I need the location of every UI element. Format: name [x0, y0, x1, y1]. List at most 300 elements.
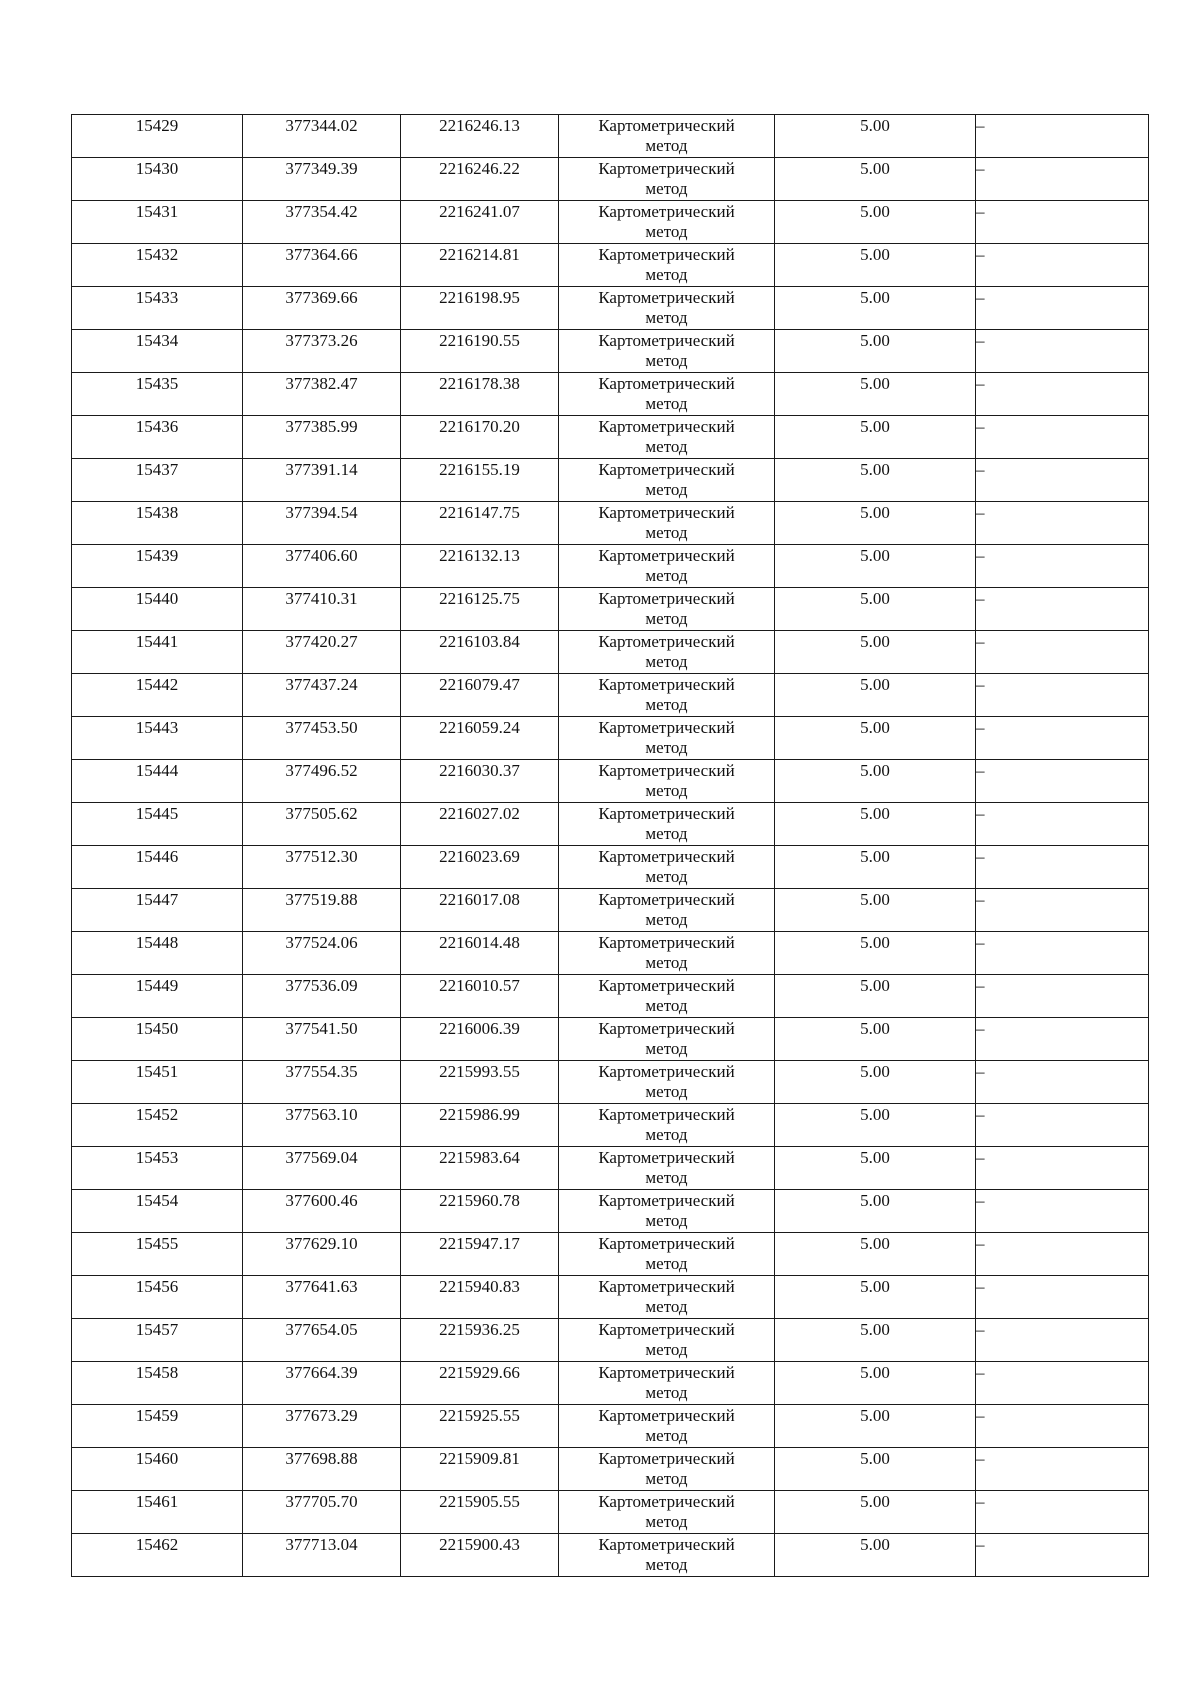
accuracy-cell	[775, 330, 976, 373]
table-row	[72, 201, 1149, 244]
point-number-cell	[72, 1147, 243, 1190]
description-cell-text: –	[976, 1062, 985, 1081]
point-number-cell-text: 15456	[135, 1277, 179, 1296]
point-number-cell	[72, 846, 243, 889]
point-number-cell	[72, 1534, 243, 1577]
point-number-cell	[72, 373, 243, 416]
accuracy-cell-text: 5.00	[860, 1320, 890, 1339]
description-cell	[976, 1491, 1149, 1534]
description-cell	[976, 1190, 1149, 1233]
accuracy-cell-text: 5.00	[860, 1363, 890, 1382]
method-line-1: Картометрический	[598, 202, 735, 221]
method-line-2: метод	[645, 265, 688, 284]
accuracy-cell	[775, 717, 976, 760]
y-coordinate-cell	[401, 545, 559, 588]
method-cell	[559, 287, 775, 330]
coordinates-table	[71, 114, 1149, 1577]
description-cell-text: –	[976, 804, 985, 823]
y-coordinate-cell-text: 2216030.37	[439, 761, 520, 780]
description-cell	[976, 1448, 1149, 1491]
x-coordinate-cell	[243, 1319, 401, 1362]
point-number-cell	[72, 502, 243, 545]
description-cell	[976, 502, 1149, 545]
x-coordinate-cell	[243, 1061, 401, 1104]
description-cell	[976, 717, 1149, 760]
method-cell	[559, 1534, 775, 1577]
method-line-1: Картометрический	[598, 1449, 735, 1468]
point-number-cell-text: 15437	[135, 460, 179, 479]
description-cell	[976, 932, 1149, 975]
accuracy-cell	[775, 674, 976, 717]
description-cell	[976, 1362, 1149, 1405]
table-row	[72, 244, 1149, 287]
x-coordinate-cell	[243, 158, 401, 201]
y-coordinate-cell-text: 2216198.95	[439, 288, 520, 307]
method-line-2: метод	[645, 1469, 688, 1488]
x-coordinate-cell	[243, 115, 401, 158]
point-number-cell-text: 15448	[135, 933, 179, 952]
x-coordinate-cell-text: 377698.88	[285, 1449, 358, 1468]
point-number-cell	[72, 1405, 243, 1448]
method-line-2: метод	[645, 1555, 688, 1574]
description-cell-text: –	[976, 1320, 985, 1339]
accuracy-cell-text: 5.00	[860, 331, 890, 350]
x-coordinate-cell-text: 377369.66	[285, 288, 358, 307]
method-line-2: метод	[645, 652, 688, 671]
description-cell	[976, 1018, 1149, 1061]
method-cell	[559, 1104, 775, 1147]
x-coordinate-cell	[243, 932, 401, 975]
accuracy-cell-text: 5.00	[860, 1535, 890, 1554]
point-number-cell	[72, 631, 243, 674]
y-coordinate-cell-text: 2216023.69	[439, 847, 520, 866]
x-coordinate-cell	[243, 846, 401, 889]
description-cell-text: –	[976, 1234, 985, 1253]
method-line-1: Картометрический	[598, 976, 735, 995]
x-coordinate-cell	[243, 1104, 401, 1147]
coordinates-table-body	[72, 115, 1149, 1577]
x-coordinate-cell-text: 377600.46	[285, 1191, 358, 1210]
y-coordinate-cell	[401, 373, 559, 416]
method-line-1: Картометрический	[598, 933, 735, 952]
point-number-cell	[72, 889, 243, 932]
method-line-2: метод	[645, 351, 688, 370]
method-line-2: метод	[645, 1039, 688, 1058]
y-coordinate-cell	[401, 158, 559, 201]
point-number-cell	[72, 158, 243, 201]
x-coordinate-cell-text: 377364.66	[285, 245, 358, 264]
y-coordinate-cell-text: 2215905.55	[439, 1492, 520, 1511]
description-cell	[976, 1319, 1149, 1362]
method-line-2: метод	[645, 1297, 688, 1316]
accuracy-cell-text: 5.00	[860, 1062, 890, 1081]
y-coordinate-cell	[401, 1147, 559, 1190]
accuracy-cell-text: 5.00	[860, 1191, 890, 1210]
y-coordinate-cell	[401, 1233, 559, 1276]
x-coordinate-cell	[243, 674, 401, 717]
accuracy-cell-text: 5.00	[860, 804, 890, 823]
method-line-2: метод	[645, 953, 688, 972]
method-line-2: метод	[645, 308, 688, 327]
description-cell-text: –	[976, 546, 985, 565]
description-cell-text: –	[976, 890, 985, 909]
accuracy-cell-text: 5.00	[860, 245, 890, 264]
description-cell	[976, 287, 1149, 330]
method-line-2: метод	[645, 1383, 688, 1402]
method-cell	[559, 158, 775, 201]
table-row	[72, 1190, 1149, 1233]
point-number-cell-text: 15436	[135, 417, 179, 436]
description-cell	[976, 674, 1149, 717]
description-cell-text: –	[976, 1449, 985, 1468]
accuracy-cell-text: 5.00	[860, 632, 890, 651]
description-cell	[976, 631, 1149, 674]
x-coordinate-cell-text: 377705.70	[285, 1492, 358, 1511]
point-number-cell-text: 15449	[135, 976, 179, 995]
method-line-1: Картометрический	[598, 288, 735, 307]
method-cell	[559, 201, 775, 244]
accuracy-cell-text: 5.00	[860, 202, 890, 221]
accuracy-cell	[775, 889, 976, 932]
accuracy-cell-text: 5.00	[860, 417, 890, 436]
method-line-2: метод	[645, 566, 688, 585]
accuracy-cell-text: 5.00	[860, 1019, 890, 1038]
method-line-2: метод	[645, 910, 688, 929]
method-line-1: Картометрический	[598, 503, 735, 522]
method-line-2: метод	[645, 1168, 688, 1187]
point-number-cell	[72, 1061, 243, 1104]
description-cell-text: –	[976, 116, 985, 135]
method-cell	[559, 1147, 775, 1190]
method-cell	[559, 545, 775, 588]
method-line-1: Картометрический	[598, 245, 735, 264]
y-coordinate-cell-text: 2216010.57	[439, 976, 520, 995]
point-number-cell-text: 15452	[135, 1105, 179, 1124]
method-line-2: метод	[645, 1082, 688, 1101]
description-cell-text: –	[976, 245, 985, 264]
x-coordinate-cell-text: 377541.50	[285, 1019, 358, 1038]
point-number-cell	[72, 1276, 243, 1319]
method-line-1: Картометрический	[598, 159, 735, 178]
x-coordinate-cell-text: 377410.31	[285, 589, 358, 608]
method-cell	[559, 1233, 775, 1276]
table-row	[72, 287, 1149, 330]
y-coordinate-cell-text: 2216027.02	[439, 804, 520, 823]
accuracy-cell	[775, 1276, 976, 1319]
description-cell	[976, 201, 1149, 244]
description-cell-text: –	[976, 1148, 985, 1167]
method-line-1: Картометрический	[598, 417, 735, 436]
description-cell-text: –	[976, 460, 985, 479]
method-line-1: Картометрический	[598, 1062, 735, 1081]
description-cell-text: –	[976, 1105, 985, 1124]
method-cell	[559, 330, 775, 373]
accuracy-cell-text: 5.00	[860, 546, 890, 565]
description-cell-text: –	[976, 1492, 985, 1511]
table-row	[72, 1491, 1149, 1534]
method-line-1: Картометрический	[598, 675, 735, 694]
accuracy-cell-text: 5.00	[860, 288, 890, 307]
table-row	[72, 545, 1149, 588]
x-coordinate-cell-text: 377496.52	[285, 761, 358, 780]
accuracy-cell	[775, 502, 976, 545]
point-number-cell	[72, 244, 243, 287]
point-number-cell	[72, 115, 243, 158]
description-cell	[976, 1276, 1149, 1319]
table-row	[72, 932, 1149, 975]
x-coordinate-cell	[243, 1276, 401, 1319]
table-row	[72, 1233, 1149, 1276]
description-cell-text: –	[976, 331, 985, 350]
method-line-2: метод	[645, 1211, 688, 1230]
method-line-1: Картометрический	[598, 1320, 735, 1339]
x-coordinate-cell-text: 377391.14	[285, 460, 358, 479]
table-row	[72, 975, 1149, 1018]
point-number-cell	[72, 1362, 243, 1405]
table-row	[72, 631, 1149, 674]
description-cell-text: –	[976, 847, 985, 866]
method-line-2: метод	[645, 437, 688, 456]
point-number-cell-text: 15453	[135, 1148, 179, 1167]
y-coordinate-cell-text: 2216059.24	[439, 718, 520, 737]
method-line-1: Картометрический	[598, 718, 735, 737]
x-coordinate-cell	[243, 760, 401, 803]
method-line-1: Картометрический	[598, 331, 735, 350]
point-number-cell-text: 15450	[135, 1019, 179, 1038]
table-row	[72, 330, 1149, 373]
point-number-cell-text: 15442	[135, 675, 179, 694]
x-coordinate-cell-text: 377453.50	[285, 718, 358, 737]
x-coordinate-cell	[243, 330, 401, 373]
x-coordinate-cell-text: 377373.26	[285, 331, 358, 350]
accuracy-cell	[775, 975, 976, 1018]
y-coordinate-cell	[401, 1276, 559, 1319]
y-coordinate-cell	[401, 459, 559, 502]
x-coordinate-cell-text: 377563.10	[285, 1105, 358, 1124]
accuracy-cell	[775, 1018, 976, 1061]
x-coordinate-cell	[243, 502, 401, 545]
y-coordinate-cell	[401, 330, 559, 373]
point-number-cell-text: 15434	[135, 331, 179, 350]
y-coordinate-cell	[401, 760, 559, 803]
x-coordinate-cell	[243, 1362, 401, 1405]
x-coordinate-cell-text: 377554.35	[285, 1062, 358, 1081]
y-coordinate-cell	[401, 588, 559, 631]
accuracy-cell-text: 5.00	[860, 1105, 890, 1124]
accuracy-cell	[775, 115, 976, 158]
description-cell	[976, 760, 1149, 803]
accuracy-cell-text: 5.00	[860, 460, 890, 479]
accuracy-cell	[775, 1534, 976, 1577]
method-cell	[559, 889, 775, 932]
x-coordinate-cell-text: 377673.29	[285, 1406, 358, 1425]
accuracy-cell-text: 5.00	[860, 890, 890, 909]
method-cell	[559, 115, 775, 158]
x-coordinate-cell-text: 377641.63	[285, 1277, 358, 1296]
y-coordinate-cell	[401, 674, 559, 717]
y-coordinate-cell-text: 2216006.39	[439, 1019, 520, 1038]
y-coordinate-cell	[401, 502, 559, 545]
point-number-cell-text: 15458	[135, 1363, 179, 1382]
method-cell	[559, 1018, 775, 1061]
point-number-cell-text: 15432	[135, 245, 179, 264]
point-number-cell	[72, 760, 243, 803]
x-coordinate-cell-text: 377437.24	[285, 675, 358, 694]
y-coordinate-cell-text: 2215983.64	[439, 1148, 520, 1167]
table-row	[72, 717, 1149, 760]
y-coordinate-cell	[401, 1190, 559, 1233]
y-coordinate-cell-text: 2215993.55	[439, 1062, 520, 1081]
point-number-cell	[72, 201, 243, 244]
method-line-1: Картометрический	[598, 1277, 735, 1296]
accuracy-cell	[775, 373, 976, 416]
table-row	[72, 416, 1149, 459]
accuracy-cell	[775, 459, 976, 502]
accuracy-cell-text: 5.00	[860, 374, 890, 393]
accuracy-cell-text: 5.00	[860, 1277, 890, 1296]
point-number-cell-text: 15431	[135, 202, 179, 221]
x-coordinate-cell-text: 377349.39	[285, 159, 358, 178]
description-cell	[976, 416, 1149, 459]
y-coordinate-cell	[401, 1104, 559, 1147]
description-cell-text: –	[976, 1535, 985, 1554]
description-cell	[976, 1061, 1149, 1104]
table-row	[72, 502, 1149, 545]
method-line-1: Картометрический	[598, 1492, 735, 1511]
accuracy-cell-text: 5.00	[860, 116, 890, 135]
x-coordinate-cell	[243, 373, 401, 416]
method-line-1: Картометрический	[598, 804, 735, 823]
y-coordinate-cell-text: 2216014.48	[439, 933, 520, 952]
description-cell	[976, 373, 1149, 416]
description-cell	[976, 1147, 1149, 1190]
description-cell	[976, 1534, 1149, 1577]
y-coordinate-cell-text: 2216017.08	[439, 890, 520, 909]
method-line-1: Картометрический	[598, 1406, 735, 1425]
accuracy-cell	[775, 1405, 976, 1448]
y-coordinate-cell-text: 2216241.07	[439, 202, 520, 221]
x-coordinate-cell-text: 377394.54	[285, 503, 358, 522]
accuracy-cell-text: 5.00	[860, 761, 890, 780]
x-coordinate-cell	[243, 287, 401, 330]
x-coordinate-cell	[243, 416, 401, 459]
point-number-cell	[72, 330, 243, 373]
method-line-1: Картометрический	[598, 1105, 735, 1124]
description-cell-text: –	[976, 675, 985, 694]
description-cell	[976, 330, 1149, 373]
y-coordinate-cell-text: 2216079.47	[439, 675, 520, 694]
table-row	[72, 158, 1149, 201]
y-coordinate-cell	[401, 1362, 559, 1405]
description-cell-text: –	[976, 589, 985, 608]
method-line-1: Картометрический	[598, 1234, 735, 1253]
point-number-cell	[72, 803, 243, 846]
table-row	[72, 1319, 1149, 1362]
accuracy-cell-text: 5.00	[860, 1234, 890, 1253]
y-coordinate-cell	[401, 1405, 559, 1448]
y-coordinate-cell	[401, 932, 559, 975]
x-coordinate-cell	[243, 1147, 401, 1190]
accuracy-cell	[775, 588, 976, 631]
description-cell-text: –	[976, 417, 985, 436]
method-line-1: Картометрический	[598, 632, 735, 651]
x-coordinate-cell	[243, 717, 401, 760]
y-coordinate-cell	[401, 201, 559, 244]
y-coordinate-cell-text: 2216147.75	[439, 503, 520, 522]
accuracy-cell	[775, 1362, 976, 1405]
accuracy-cell	[775, 201, 976, 244]
x-coordinate-cell	[243, 1448, 401, 1491]
accuracy-cell	[775, 1233, 976, 1276]
point-number-cell	[72, 1491, 243, 1534]
accuracy-cell	[775, 846, 976, 889]
description-cell	[976, 1233, 1149, 1276]
accuracy-cell-text: 5.00	[860, 675, 890, 694]
accuracy-cell	[775, 1104, 976, 1147]
x-coordinate-cell	[243, 201, 401, 244]
point-number-cell-text: 15441	[135, 632, 179, 651]
accuracy-cell	[775, 932, 976, 975]
point-number-cell	[72, 717, 243, 760]
table-row	[72, 459, 1149, 502]
point-number-cell-text: 15444	[135, 761, 179, 780]
method-cell	[559, 975, 775, 1018]
y-coordinate-cell-text: 2216246.13	[439, 116, 520, 135]
method-cell	[559, 932, 775, 975]
point-number-cell	[72, 416, 243, 459]
description-cell	[976, 588, 1149, 631]
y-coordinate-cell	[401, 631, 559, 674]
x-coordinate-cell-text: 377382.47	[285, 374, 358, 393]
table-row	[72, 588, 1149, 631]
point-number-cell	[72, 459, 243, 502]
table-row	[72, 1018, 1149, 1061]
point-number-cell-text: 15435	[135, 374, 179, 393]
description-cell-text: –	[976, 1019, 985, 1038]
description-cell-text: –	[976, 976, 985, 995]
description-cell-text: –	[976, 288, 985, 307]
accuracy-cell	[775, 803, 976, 846]
description-cell	[976, 846, 1149, 889]
y-coordinate-cell-text: 2216190.55	[439, 331, 520, 350]
method-cell	[559, 631, 775, 674]
x-coordinate-cell-text: 377536.09	[285, 976, 358, 995]
table-row	[72, 1104, 1149, 1147]
point-number-cell-text: 15462	[135, 1535, 179, 1554]
x-coordinate-cell-text: 377505.62	[285, 804, 358, 823]
y-coordinate-cell	[401, 1061, 559, 1104]
accuracy-cell-text: 5.00	[860, 159, 890, 178]
x-coordinate-cell-text: 377654.05	[285, 1320, 358, 1339]
x-coordinate-cell	[243, 631, 401, 674]
table-row	[72, 1405, 1149, 1448]
method-cell	[559, 803, 775, 846]
point-number-cell-text: 15451	[135, 1062, 179, 1081]
y-coordinate-cell-text: 2216155.19	[439, 460, 520, 479]
x-coordinate-cell	[243, 1190, 401, 1233]
x-coordinate-cell	[243, 1534, 401, 1577]
x-coordinate-cell	[243, 545, 401, 588]
method-line-1: Картометрический	[598, 1363, 735, 1382]
accuracy-cell	[775, 760, 976, 803]
y-coordinate-cell-text: 2216246.22	[439, 159, 520, 178]
description-cell	[976, 803, 1149, 846]
method-line-2: метод	[645, 179, 688, 198]
table-row	[72, 1061, 1149, 1104]
table-row	[72, 373, 1149, 416]
y-coordinate-cell	[401, 1448, 559, 1491]
point-number-cell	[72, 1233, 243, 1276]
